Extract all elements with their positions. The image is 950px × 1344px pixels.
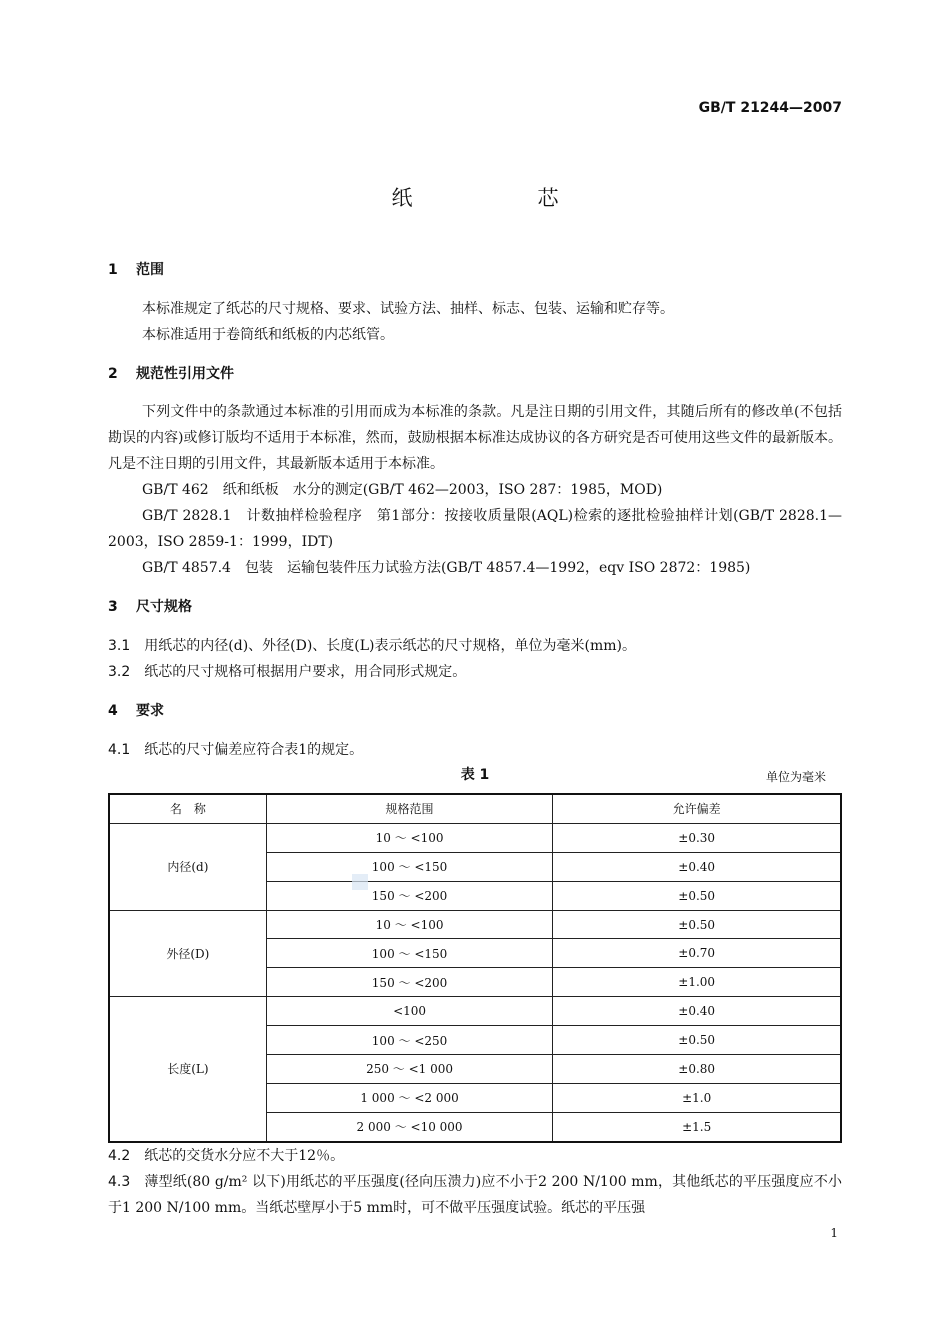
tolerance-cell: ±1.00 (553, 968, 841, 997)
clause-4-3 (108, 1169, 842, 1221)
clause-text: 纸芯的交货水分应不大于12％。 (144, 1148, 345, 1164)
group-name: 长度(L) (109, 997, 266, 1142)
clause-text: 纸芯的尺寸规格可根据用户要求，用合同形式规定。 (144, 664, 467, 680)
section-4 (108, 698, 842, 724)
table-1 (108, 793, 842, 1143)
range-cell: 10 ～ <100 (266, 910, 553, 939)
watermark-mark (352, 874, 368, 890)
clause-3-2 (108, 659, 842, 685)
range-cell: 150 ～ <200 (266, 881, 553, 910)
range-cell: 100 ～ <250 (266, 1026, 553, 1055)
tolerance-cell: ±0.50 (553, 1026, 841, 1055)
range-cell: 100 ～ <150 (266, 939, 553, 968)
section-1-paragraph-2: 本标准适用于卷筒纸和纸板的内芯纸管。 (142, 327, 394, 343)
range-cell: 2 000 ～ <10 000 (266, 1112, 553, 1141)
range-cell: 1 000 ～ <2 000 (266, 1083, 553, 1112)
header-range: 规格范围 (266, 794, 553, 823)
section-2-paragraph: 下列文件中的条款通过本标准的引用而成为本标准的条款。凡是注日期的引用文件，其随后所有的修改单(不包括勘误的内容)或修订版均不适用于本标准，然而，鼓励根据本标准达成协议的各方研究是否可使用这些文件的最新版本。凡是不注日期的引用文件，其最新版本适用于本标准。 (108, 404, 842, 472)
range-cell: 100 ～ <150 (266, 852, 553, 881)
tolerance-cell: ±1.0 (553, 1083, 841, 1112)
group-name: 内径(d) (109, 823, 266, 910)
tolerance-cell: ±0.50 (553, 910, 841, 939)
group-name: 外径(D) (109, 910, 266, 997)
clause-3-1 (108, 633, 842, 659)
section-number: 2 (108, 366, 118, 382)
section-number: 4 (108, 703, 118, 719)
tolerance-cell: ±1.5 (553, 1112, 841, 1141)
section-number: 1 (108, 262, 118, 278)
section-title: 规范性引用文件 (136, 366, 234, 382)
clause-text: 用纸芯的内径(d)、外径(D)、长度(L)表示纸芯的尺寸规格，单位为毫米(mm)。 (144, 638, 636, 654)
range-cell: 10 ～ <100 (266, 823, 553, 852)
reference-gbt-462: GB/T 462 纸和纸板 水分的测定(GB/T 462—2003，ISO 287：1985，MOD) (142, 482, 663, 498)
range-cell: 250 ～ <1 000 (266, 1055, 553, 1084)
page-number: 1 (830, 1226, 838, 1240)
section-title: 要求 (136, 703, 164, 719)
clause-number: 4.3 (108, 1174, 131, 1190)
clause-number: 3.2 (108, 664, 131, 680)
section-1-heading (108, 257, 842, 283)
header-name: 名 称 (109, 794, 266, 823)
table-row (109, 997, 841, 1026)
header-tolerance: 允许偏差 (553, 794, 841, 823)
tolerance-cell: ±0.80 (553, 1055, 841, 1084)
tolerance-cell: ±0.70 (553, 939, 841, 968)
reference-gbt-4857: GB/T 4857.4 包装 运输包装件压力试验方法(GB/T 4857.4—1992，eqv ISO 2872：1985) (142, 560, 751, 576)
section-1 (108, 257, 842, 283)
section-1-paragraph-1: 本标准规定了纸芯的尺寸规格、要求、试验方法、抽样、标志、包装、运输和贮存等。 (142, 301, 674, 317)
table-header-row (109, 794, 841, 823)
clause-4-1 (108, 737, 842, 763)
reference-gbt-2828: GB/T 2828.1 计数抽样检验程序 第1部分：按接收质量限(AQL)检索的逐批检验抽样计划(GB/T 2828.1—2003，ISO 2859-1：1999，IDT) (108, 508, 842, 550)
tolerance-cell: ±0.40 (553, 997, 841, 1026)
section-title: 尺寸规格 (136, 599, 192, 615)
section-number: 3 (108, 599, 118, 615)
section-2 (108, 361, 842, 387)
section-4-heading (108, 698, 842, 724)
range-cell: <100 (266, 997, 553, 1026)
standard-code: GB/T 21244—2007 (698, 100, 842, 116)
tolerance-cell: ±0.30 (553, 823, 841, 852)
tolerance-cell: ±0.40 (553, 852, 841, 881)
clause-number: 4.1 (108, 742, 131, 758)
section-3 (108, 594, 842, 620)
clause-number: 4.2 (108, 1148, 131, 1164)
table-caption: 表 1 (460, 767, 490, 783)
clause-text: 纸芯的尺寸偏差应符合表1的规定。 (144, 742, 364, 758)
section-2-heading (108, 361, 842, 387)
clause-number: 3.1 (108, 638, 131, 654)
clause-4-2 (108, 1143, 842, 1169)
section-3-heading (108, 594, 842, 620)
clause-text: 薄型纸(80 g/m² 以下)用纸芯的平压强度(径向压溃力)应不小于2 200 N/100 mm，其他纸芯的平压强度应不小于1 200 N/100 mm。当纸芯壁厚小于5 mm时，可不做平压强度试验。纸芯的平压强 (108, 1174, 842, 1216)
section-title: 范围 (136, 262, 164, 278)
table-row (109, 910, 841, 939)
table-row (109, 823, 841, 852)
document-title: 纸 芯 (391, 186, 611, 210)
tolerance-cell: ±0.50 (553, 881, 841, 910)
range-cell: 150 ～ <200 (266, 968, 553, 997)
table-unit: 单位为毫米 (765, 770, 826, 784)
